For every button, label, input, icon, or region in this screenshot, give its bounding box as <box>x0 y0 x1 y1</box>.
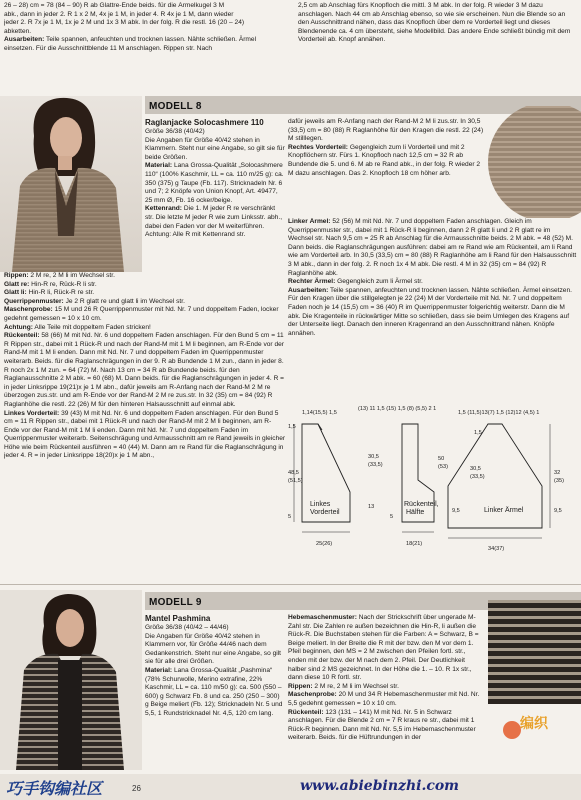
maschenprobe-label: Maschenprobe: <box>4 306 53 314</box>
modell8-material-label: Material: <box>145 162 173 170</box>
top-left-text <box>4 2 286 92</box>
dim-left-2: (51,5) <box>288 478 303 484</box>
modell8-sizes: Größe 36/38 (40/42) <box>145 128 205 135</box>
top-line-2: abk., dann in jeder 2. R 1 x 2 M, 4x je 1 M, in jeder 4. R 4x je 1 M, dann wieder <box>4 10 234 18</box>
modell9-right-column <box>288 614 484 774</box>
rechtes-vorderteil-label: Rechtes Vorderteil: <box>288 143 348 151</box>
top-line-3: jeder 2. R 7x je 1 M, 1x je 2 M und 1x 3 M abk. In der folg. R die restl. 16 (20 – 24) <box>4 19 245 27</box>
achtung-text: Alle Teile mit doppeltem Faden stricken! <box>34 323 151 331</box>
dim-mid-3: 50 <box>438 456 445 462</box>
querrippen-text: Je 2 R glatt re und glatt li im Wechsel str. <box>65 297 185 305</box>
dim-right-0: 1,5 <box>474 430 482 436</box>
dim-mid-2: 13 <box>368 504 375 510</box>
linkes-vorderteil-text: 39 (43) M mit Nd. Nr. 6 und doppeltem Faden anschlagen. Für den Bund 5 cm = 11 R Rippen str., dabei mit 1 Rück-R und nach der Rand-M mit 2 M li beginnen, am R-Ende vor der Rand-M mit 1 M li enden. Dann mit Nd. Nr. 7 und doppeltem Faden im Querrippenmuster weiterarb. Seitenschrägung und Armausschnitt am re Rand jeweils in gleicher Höhe wie beim Rückenteil ausführen = 40 (44) M. Dann am re Rand für die Raglanschrägung in jeder 4. R = in jeder Linksrippe 18(20)x je 1 M abn., <box>4 409 286 460</box>
dim-left-1: 48,5 <box>288 470 299 476</box>
modell9-swatch <box>488 600 581 704</box>
rechter-aermel-text: Gegengleich zum li Ärmel str. <box>337 278 423 286</box>
modell8-intro-text: Die Angaben für Größe 40/42 stehen in Klammern. Steht nur eine Angabe, so gilt sie für beide Größen. <box>145 136 285 161</box>
m9-maschenprobe-label: Maschenprobe: <box>288 691 337 699</box>
top-right-text <box>298 2 577 92</box>
modell9-material-text: Lana Grossa-Qualität „Pashmina“ (78% Schurwolle, Merino extrafine, 22% Kaschmir, LL = ca. 110 m/50 g): ca. 500 (550 – 600) g Schwarz Fb. 8 und ca. 250 (250 – 300) g Beige meliert (Fb. 12); Stricknadeln Nr. 5 und 5,5, 1 Rundstricknadel Nr. 4,5, 120 cm lang. <box>145 666 283 717</box>
modell8-right-column <box>288 118 484 218</box>
dim-right-2: (33,5) <box>470 474 485 480</box>
achtung-label: Achtung: <box>4 323 33 331</box>
dim-right-3: 32 <box>554 470 561 476</box>
glattre-text: Hin-R re, Rück-R li str. <box>31 280 97 288</box>
rueckenteil-text: 58 (66) M mit Nd. Nr. 6 und doppeltem Faden anschlagen. Für den Bund 5 cm = 11 R Rippen str., dabei mit 1 Rück-R und nach der Rand-M mit 1 M li beginnen, am R-Ende vor der Rand-M mit 1 M li enden. Dann mit Nd. Nr. 7 und doppeltem Faden im Querrippenmuster weiterarb. Beids. für die Raglanschrägungen in der 9. R ab Bundende 1 M zun., dann in jeder 8. R noch 2x 1 M zun. = 64 (72) M. Nach 13 cm = 34 R ab Bundende beids. für den Raglanausschnitte 2 M abk. = 60 (68) M. Dann beids. für die Raglanschrägungen in jeder 4. R = in jeder Linksrippe 19(21)x je 1 M abn., dafür jeweils am R-Anfang nach der Rand-M 2 M re überzogen zus.str. und am R-Ende vor der Rand-M 2 M re zus.str. In 32 (35) cm = 84 (92) R Raglanhöhe die restl. 22 (26) M für den hinteren Halsausschnitt auf einmal abk. <box>4 332 285 408</box>
modell8-photo <box>0 96 142 272</box>
dim-right-7: 34(37) <box>488 546 505 552</box>
footer-left-text: 巧手钩编社区 <box>6 779 103 798</box>
modell9-sizes: Größe 36/38 (40/42 – 44/46) <box>145 624 229 631</box>
modell9-material-label: Material: <box>145 666 173 674</box>
dim-mid-5: 5 <box>390 514 394 520</box>
m9-rueckenteil-label: Rückenteil: <box>288 708 324 716</box>
heb-text: Nach der Strickschrift über ungerade M-Zahl str. Die Zahlen re außen bezeichnen die Hin-R, li außen die Rück-R. Die Buchstaben stehen für die Farben: A = Schwarz, B = Beige meliert. In der Breite die R mit der bzw. den M vor dem 1. Pfeil beginnen, den MS = 2 M zwischen den Pfeilen fortl. str., enden mit der bzw. der M nach dem 2. Pfeil. Der Deutlichkeit halber sind 2 MS gezeichnet. In der Höhe die 1. – 10. R 1x str., dann diese 10 R fortl. str. <box>288 614 479 682</box>
linker-aermel-text: 52 (56) M mit Nd. Nr. 7 und doppeltem Faden anschlagen. Gleich im Querrippenmuster str., dabei mit 1 Rück-R li beginnen, dann 2 R glatt li und 2 R glatt re im Wechsel str. Nach 9,5 cm = 25 R ab Anschlag für die Armausschnitte beids. 2 M abk. = 48 (52) M. Dann beids. die Raglanschrägungen ausführen: dabei am re Rand wie am Rückenteil, am li Rand wie am Vorderteil arb. In 30,5 (33,5) cm = 80 (88) R Raglanhöhe am li Rand für den Halsausschnitt 3 M abk., dann in der folg. 2. R noch 1x 4 M abk. Die restl. 4 M in 32 (35) cm = 84 (92) R Raglanhöhe abk. <box>288 218 577 277</box>
dim-left-3: 5 <box>288 514 292 520</box>
page-number: 26 <box>132 784 141 793</box>
linker-aermel-label: Linker Ärmel: <box>288 218 331 225</box>
ausarbeiten-label: Ausarbeiten: <box>288 286 329 294</box>
m9-rueckenteil-text: 123 (131 – 141) M mit Nd. Nr. 5 in Schwarz anschlagen. Für die Blende 2 cm = 7 R kraus re str., dabei mit 1 Rück-R beginnen. Dann mit Nd. Nr. 5,5 im Hebemaschenmuster weiterarb. Beids. für die Hüftrundungen in der <box>288 708 476 742</box>
querrippen-label: Querrippenmuster: <box>4 297 64 305</box>
top-line-4: abketten. <box>4 27 32 35</box>
rechtes-vorderteil-text: Gegengleich zum li Vorderteil und mit 2 Knopflöchern str. Fürs 1. Knopfloch nach 12,5 cm = 32 R ab Bundende die 5. und 6. M ab re Rand abk., in der folg. R wieder 2 M dazu anschlagen. Das 2. Knopfloch 18 cm höher arb. <box>288 143 481 177</box>
modell8-swatch <box>488 106 581 218</box>
ausarbeiten-text: Teile spannen, anfeuchten und trocknen lassen. Nähte schließen. Ärmel einsetzen. Für den Kragen über die stillgelegten je 22 (24) M der Vorderteile mit Nd. Nr. 7 und doppeltem Faden noch je 14 (15,5) cm = 36 (40) R im Querrippenmuster folgerichtig weiterstr. Dann die M abk. Die Kragenteile in rückwärtiger Mitte so schließen, dass sie beim Umlegen des Kragens auf der Unterseite liegt. Danach den inneren Kragenrand an den Ausschnittrand nähen. Knöpfe annähen. <box>288 286 572 337</box>
dim-mid-1: (33,5) <box>368 462 383 468</box>
schematic-sleeve-label: Linker Ärmel <box>484 507 524 514</box>
dim-right-1: 30,5 <box>470 466 481 472</box>
rueckenteil-label: Rückenteil: <box>4 332 40 340</box>
modell8-intro <box>145 118 285 268</box>
maschenprobe-text: 15 M und 26 R Querrippenmuster mit Nd. Nr. 7 und doppeltem Faden, locker gedehnt gemessen = 10 x 10 cm. <box>4 306 279 322</box>
modell9-intro <box>145 614 285 774</box>
modell8-header: MODELL 8 <box>149 101 202 112</box>
dim-left-4: 25(26) <box>316 541 333 547</box>
modell8-kettenrand-label: Kettenrand: <box>145 205 182 213</box>
top-ausarbeiten-text: Teile spannen, anfeuchten und trocknen lassen. Nähte schließen. Ärmel einsetzen. Für die Ausschnittblende 11 M anschlagen. Rippen str. Nach <box>4 36 257 52</box>
schematic-top-mid-dims: (13) 11 1,5 (15) 1,5 (8) (5,5) 2 1 <box>358 406 437 412</box>
dim-right-5: 9,5 <box>452 508 460 514</box>
rechter-aermel-label: Rechter Ärmel: <box>288 278 336 286</box>
modell9-title: Mantel Pashmina <box>145 614 211 623</box>
modell9-header: MODELL 9 <box>149 597 202 608</box>
right-col-top: dafür jeweils am R-Anfang nach der Rand-M 2 M li zus.str. In 30,5 (33,5) cm = 80 (88) R Raglanhöhe für den Kragen die restl. 22 (24) M stilllegen. <box>288 118 484 143</box>
modell9-photo <box>0 590 142 770</box>
glattre-label: Glatt re: <box>4 280 30 288</box>
schematic-diagram <box>288 400 578 560</box>
dim-right-4: (35) <box>554 478 564 484</box>
section-divider <box>0 584 581 585</box>
footer-url: www.abiebinzhi.com <box>300 778 459 794</box>
watermark-logo <box>498 706 558 746</box>
dim-mid-6: 18(21) <box>406 541 423 547</box>
m9-rippen-label: Rippen: <box>288 682 313 690</box>
top-line-1: 26 – 28) cm = 78 (84 – 90) R ab Glattre-Ende beids. für die Ärmelkugel 3 M <box>4 2 225 9</box>
glattli-text: Hin-R li, Rück-R re str. <box>28 289 95 297</box>
watermark-small-text: 编织 <box>520 715 548 731</box>
modell8-kettenrand-text: Die 1. M jeder R re verschränkt str. Die letzte M jeder R wie zum Linksstr. abh., dabei den Faden vor der M weiterführen. Achtung: Alle R mit Kettenrand str. <box>145 205 283 239</box>
schematic-back-label-1: Rückenteil, <box>404 501 439 508</box>
rippen-label: Rippen: <box>4 272 29 279</box>
heb-label: Hebemaschenmuster: <box>288 614 357 621</box>
dim-mid-0: 30,5 <box>368 454 379 460</box>
modell8-right-column-lower <box>288 218 577 378</box>
glattli-label: Glatt li: <box>4 289 27 297</box>
dim-right-6: 9,5 <box>554 508 562 514</box>
modell8-title: Raglanjacke Solocashmere 110 <box>145 118 264 127</box>
rippen-text: 2 M re, 2 M li im Wechsel str. <box>30 272 115 279</box>
schematic-left-label-2: Vorderteil <box>310 509 340 516</box>
schematic-top-left-dims: 1,14(15,5) 1,5 <box>302 410 337 416</box>
top-right-paragraph: 2,5 cm ab Anschlag fürs Knopfloch die mittl. 3 M abk. In der folg. R wieder 3 M dazu anschlagen. Nach 44 cm ab Anschlag ebenso, so wie sie erscheinen. Nun die Blende so an den Ausschnittrand nähen, dass das Knopfloch über dem re Vorderteil liegt und dieses Blendenende ca. 4 cm übersteht, siehe Modellbild. Das andere Ende schließt bündig mit dem Vorderteil ab. Knopf annähen. <box>298 2 571 44</box>
m9-rippen-text: 2 M re, 2 M li im Wechsel str. <box>314 682 399 690</box>
schematic-top-right-dims: 1,5 (11,5)13(7) 1,5 (12)12 (4,5) 1 <box>458 410 540 416</box>
modell9-intro-text: Die Angaben für Größe 40/42 stehen in Klammern vor, für Größe 44/46 nach dem Gedankenstrich. Steht nur eine Angabe, so gilt sie für alle drei Größen. <box>145 632 281 666</box>
dim-left-0: 1,5 <box>288 424 296 430</box>
modell8-left-column <box>4 272 286 576</box>
linkes-vorderteil-label: Linkes Vorderteil: <box>4 409 60 417</box>
top-ausarbeiten-label: Ausarbeiten: <box>4 36 45 44</box>
modell8-material-text: Lana Grossa-Qualität „Solocashmere 110“ (100% Kaschmir, LL = ca. 110 m/25 g): ca. 350 (375) g Taupe (Fb. 117). Stricknadeln Nr. 6 und 7; 2 Knöpfe von Union Knopf, Art. 49477, 25 mm Ø, Fb. 16 ocker/beige. <box>145 162 284 204</box>
schematic-left-label-1: Linkes <box>310 501 331 508</box>
m9-maschenprobe-text: 20 M und 34 R Hebemaschenmuster mit Nd. Nr. 5,5 gedehnt gemessen = 10 x 10 cm. <box>288 691 480 707</box>
schematic-back-label-2: Hälfte <box>406 509 425 516</box>
dim-mid-4: (53) <box>438 464 448 470</box>
